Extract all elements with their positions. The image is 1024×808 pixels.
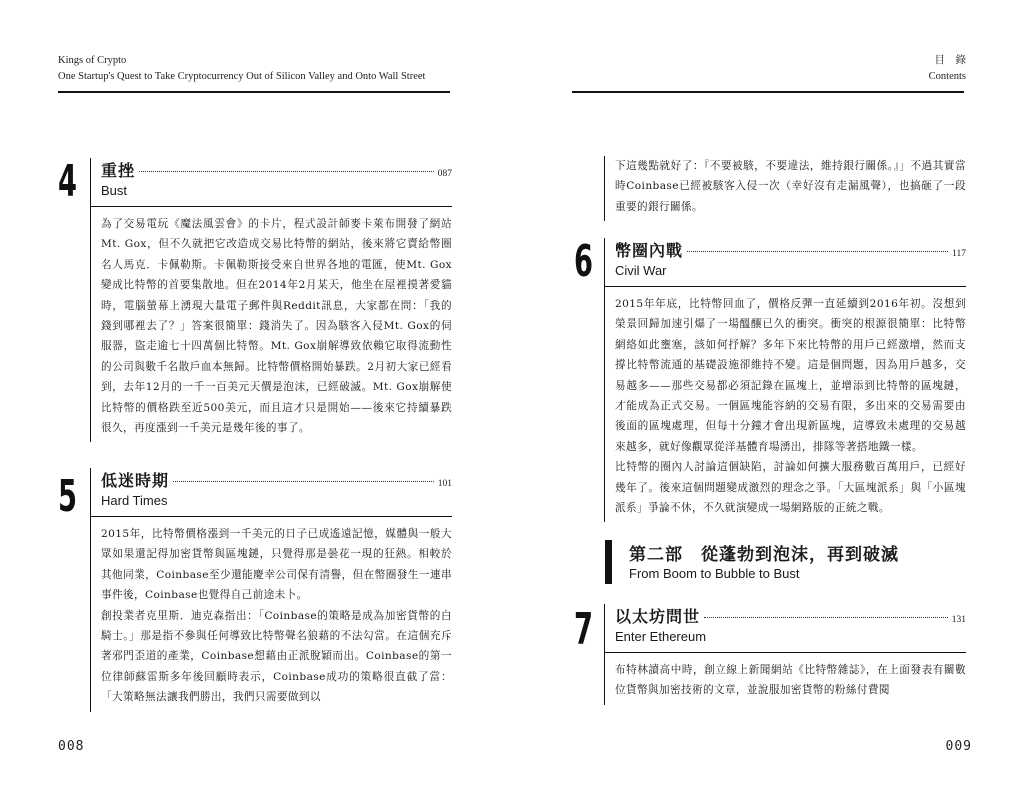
dot-leader bbox=[139, 171, 434, 172]
chapter-title-zh[interactable]: 幣圈內戰 bbox=[615, 241, 684, 260]
summary-paragraph: 2015年，比特幣價格漲到一千美元的日子已成遙遠記憶，媒體與一般大眾如果還記得加密貨幣與區塊鏈，只覺得那是曇花一現的狂熱。相較於其他同業，Coinbase至少還能慶幸公司保有清譽，但在幣圈發生一連串事件後，Coinbase也覺得自己前途未卜。 bbox=[101, 528, 452, 602]
chapter-number: 7 bbox=[574, 604, 593, 655]
chapter-entry bbox=[90, 468, 452, 712]
chapter-title-en: Bust bbox=[101, 183, 128, 198]
chapter-title-en: Hard Times bbox=[101, 493, 168, 508]
chapter-heading bbox=[604, 238, 966, 286]
summary-paragraph: 2015年年底，比特幣回血了，價格反彈一直延續到2016年初。沒想到榮景回歸加速引爆了一場醞釀已久的衝突。衝突的根源很簡單：比特幣網絡如此壅塞，該如何抒解？多年下來比特幣的用戶已經激增，然而支撐比特幣流通的基礎設施卻維持不變。這是個問題，因為用戶越多，交易越多——那些交易都必須記錄在區塊上，並增添到比特幣的區塊鏈，才能成為正式交易。一個區塊能容納的交易有限，多出來的交易需要由後面的區塊處理，但每十分鐘才會出現新區塊，這導致未處理的交易越來越多，就好像觀眾從洋基體育場湧出，排隊等著搭地鐵一樣。 bbox=[615, 298, 966, 453]
summary-paragraph: 下這幾點就好了：『不要被駭，不要違法，維持銀行關係。』」不過其實當時Coinbase已經被駭客入侵一次（幸好沒有走漏風聲），也搞砸了一段重要的銀行關係。 bbox=[615, 160, 966, 213]
header-rule bbox=[572, 91, 964, 93]
chapter-heading bbox=[90, 158, 452, 206]
chapter-summary bbox=[604, 287, 966, 522]
part-heading bbox=[605, 538, 965, 586]
part-title-zh[interactable]: 第二部 從蓬勃到泡沫，再到破滅 bbox=[629, 545, 899, 565]
part-marker-bar bbox=[605, 540, 612, 584]
dot-leader bbox=[704, 617, 948, 618]
summary-paragraph: 創投業者克里斯．迪克森指出：「Coinbase的策略是成為加密貨幣的白騎士。」那是指不參與任何導致比特幣聲名狼藉的不法勾當。在這個充斥著邪門歪道的產業，Coinbase想藉由正派脫穎而出。Coinbase的第一位律師蘇雷斯多年後回顧時表示，Coinbase成功的策略很直截了當：「大策略無法讓我們勝出，我們只需要做到以 bbox=[101, 609, 452, 704]
chapter-page[interactable]: 117 bbox=[952, 249, 966, 259]
chapter-title-en: Civil War bbox=[615, 263, 667, 278]
chapter-title-zh[interactable]: 重挫 bbox=[101, 161, 136, 180]
header-rule bbox=[58, 91, 450, 93]
chapter-page[interactable]: 131 bbox=[951, 615, 966, 625]
dot-leader bbox=[173, 481, 434, 482]
contents-title-en: Contents bbox=[928, 71, 966, 82]
chapter-entry bbox=[90, 158, 452, 442]
chapter-summary bbox=[90, 207, 452, 442]
chapter-heading bbox=[90, 468, 452, 516]
chapter-number: 6 bbox=[574, 236, 593, 287]
chapter-title-zh[interactable]: 低迷時期 bbox=[101, 471, 170, 490]
running-header bbox=[929, 53, 966, 85]
chapter-summary bbox=[604, 156, 966, 221]
chapter-page[interactable]: 087 bbox=[437, 169, 452, 179]
chapter-title-zh[interactable]: 以太坊問世 bbox=[615, 607, 701, 626]
chapter-page[interactable]: 101 bbox=[437, 479, 452, 489]
summary-paragraph: 為了交易電玩《魔法風雲會》的卡片，程式設計師麥卡萊布開發了網站Mt. Gox，但不久就把它改造成交易比特幣的網站，後來將它賣給幣圈名人馬克．卡佩勒斯。卡佩勒斯接受來自世界各地的電匯，使Mt. Gox變成比特幣的首要集散地。但在2014年2月某天，他坐在屋裡摸著愛貓時，電腦螢幕上湧現大量電子郵件與Reddit訊息，大家都在問：「我的錢到哪裡去了？」答案很簡單：錢消失了。因為駭客入侵Mt. Gox的伺服器，盜走逾七十四萬個比特幣。Mt. Gox崩解導致依賴它取得流動性的公司與數千名散戶血本無歸。比特幣價格開始暴跌。2月初大家已經看到，去年12月的一千一百美元天價是泡沫，已經破滅。Mt. Gox崩解使比特幣的價格跌至近500美元，而且這才只是開始——後來它持續暴跌很久，再度漲到一千美元是幾年後的事了。 bbox=[101, 218, 452, 435]
dot-leader bbox=[687, 251, 948, 252]
part-title-en: From Boom to Bubble to Bust bbox=[629, 566, 800, 581]
chapter-number: 5 bbox=[58, 471, 77, 522]
book-subtitle: One Startup's Quest to Take Cryptocurrency Out of Silicon Valley and Onto Wall Street bbox=[58, 71, 426, 82]
continued-summary bbox=[604, 156, 966, 221]
page-number: 008 bbox=[58, 739, 85, 754]
chapter-entry bbox=[604, 604, 966, 705]
summary-paragraph: 比特幣的圈內人討論這個缺陷，討論如何擴大服務數百萬用戶，已經好幾年了。後來這個問題變成激烈的理念之爭。「大區塊派系」與「小區塊派系」爭論不休，不久就演變成一場網路版的正統之戰。 bbox=[615, 461, 966, 515]
page-number: 009 bbox=[945, 739, 972, 754]
chapter-entry bbox=[604, 238, 966, 522]
chapter-title-en: Enter Ethereum bbox=[615, 629, 707, 644]
running-header bbox=[58, 53, 425, 85]
chapter-number: 4 bbox=[58, 156, 77, 207]
book-title: Kings of Crypto bbox=[58, 55, 127, 66]
contents-title-zh: 目 錄 bbox=[934, 55, 966, 66]
chapter-summary bbox=[90, 517, 452, 712]
summary-paragraph: 布特林讀高中時，創立線上新聞網站《比特幣雜誌》，在上面發表有關數位貨幣與加密技術的文章，並說服加密貨幣的粉絲付費閱 bbox=[615, 664, 966, 697]
chapter-summary bbox=[604, 653, 966, 705]
chapter-heading bbox=[604, 604, 966, 652]
